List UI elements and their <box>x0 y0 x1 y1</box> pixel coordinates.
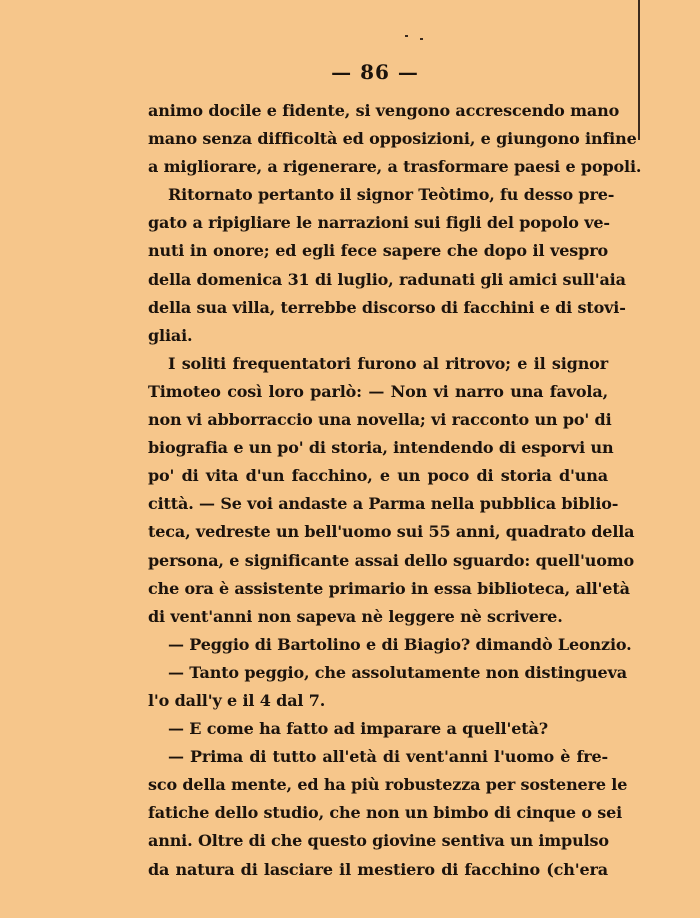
text-line: da natura di lasciare il mestiero di facchino (ch'era <box>148 859 608 879</box>
text-line: I soliti frequentatori furono al ritrovo; e il signor <box>168 353 608 373</box>
text-line: di vent'anni non sapeva nè leggere nè scrivere. <box>148 606 563 626</box>
text-line: Ritornato pertanto il signor Teòtimo, fu desso pre- <box>168 185 615 205</box>
text-line: fatiche dello studio, che non un bimbo di cinque o sei <box>148 803 623 823</box>
text-line: città. — Se voi andaste a Parma nella pubblica biblio- <box>148 494 619 514</box>
text-line: gliai. <box>148 325 193 345</box>
body-text <box>148 97 642 884</box>
page-number: — 86 — <box>331 60 419 84</box>
text-line: della domenica 31 di luglio, radunati gli amici sull'aia <box>148 269 626 289</box>
text-line: nuti in onore; ed egli fece sapere che dopo il vespro <box>148 241 608 261</box>
text-line: anni. Oltre di che questo giovine sentiva un impulso <box>148 831 609 851</box>
text-line: teca, vedreste un bell'uomo sui 55 anni, quadrato della <box>148 522 635 542</box>
text-line: — Tanto peggio, che assolutamente non distingueva <box>168 662 627 682</box>
text-line: non vi abborraccio una novella; vi racconto un po' di <box>148 410 612 430</box>
print-speck <box>420 38 423 40</box>
text-line: — Prima di tutto all'età di vent'anni l'uomo è fre- <box>168 747 608 767</box>
text-line: l'o dall'y e il 4 dal 7. <box>148 690 326 710</box>
text-line: mano senza difficoltà ed opposizioni, e giungono infine <box>148 129 637 149</box>
text-line: persona, e significante assai dello sguardo: quell'uomo <box>148 550 635 570</box>
text-line: po' di vita d'un facchino, e un poco di storia d'una <box>148 466 608 486</box>
text-line: della sua villa, terrebbe discorso di facchini e di stovi- <box>148 297 626 317</box>
text-line: — Peggio di Bartolino e di Biagio? dimandò Leonzio. <box>168 634 632 654</box>
text-line: a migliorare, a rigenerare, a trasformare paesi e popoli. <box>148 157 642 177</box>
text-line: — E come ha fatto ad imparare a quell'età? <box>168 719 548 739</box>
text-line: Timoteo così loro parlò: — Non vi narro una favola, <box>148 381 608 401</box>
print-speck <box>405 35 408 37</box>
text-line: sco della mente, ed ha più robustezza per sostenere le <box>148 775 628 795</box>
text-line: gato a ripigliare le narrazioni sui figli del popolo ve- <box>148 213 610 233</box>
text-line: che ora è assistente primario in essa biblioteca, all'età <box>148 578 630 598</box>
text-line: animo docile e fidente, si vengono accrescendo mano <box>148 101 620 120</box>
text-line: biografia e un po' di storia, intendendo di esporvi un <box>148 438 614 458</box>
